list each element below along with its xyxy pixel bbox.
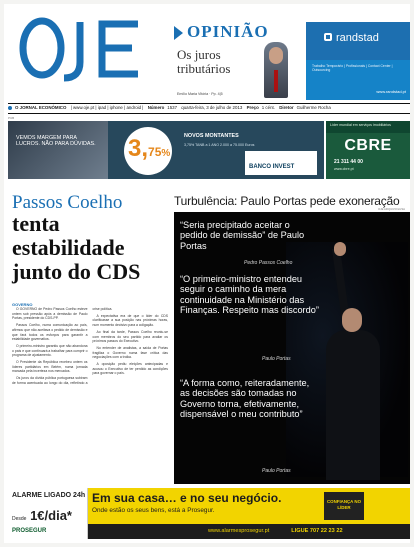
body-paragraph: Os juros da dívida pública portuguesa subiram de forma acentuada ao longo do dia, refletindo a crise política. (12, 307, 113, 385)
lead-kicker[interactable]: Passos Coelho (12, 192, 123, 213)
body-paragraph: Passos Coelho, numa comunicação ao país, afirmou que não aceitava o pedido de demissão e que fará todos os esforços para garantir a estabilidade governativa. (12, 323, 88, 342)
lead-section-tag: GOVERNO (12, 302, 33, 307)
body-paragraph: A oposição pediu eleições antecipadas e acusou o Executivo de ter perdido as condições para governar o país. (92, 362, 168, 376)
play-arrow-icon (174, 26, 183, 40)
body-paragraph: Ao final da tarde, Passos Coelho reuniu-se com membros do seu partido para avaliar os próximos passos do Executivo. (92, 329, 168, 344)
opinion-byline: Emílio Maria Vitória · Pp. 4|5 (177, 92, 223, 96)
cbre-ad[interactable] (326, 121, 410, 179)
ad-heading: NOVOS MONTANTES (184, 133, 239, 139)
quote-3: “A forma como, reiteradamente, as decisões são tomadas no Governo torna, efetivamente, dispensável o meu contributo” (180, 378, 310, 420)
prosegur-offer (8, 488, 88, 539)
opinion-section-title: OPINIÃO (187, 22, 269, 41)
randstad-ad[interactable] (306, 22, 410, 100)
cbre-tagline: Líder mundial em serviços imobiliários (326, 121, 410, 133)
photo-credit: OJE ARQUIVO/LUSA (378, 207, 406, 211)
edition-number: 1537 (167, 105, 178, 110)
prosegur-subline: Onde estão os seus bens, está a Prosegur. (92, 507, 215, 514)
banco-invest-ad-photo[interactable] (8, 121, 108, 179)
feature-title[interactable]: Turbulência: Paulo Portas pede exoneração (174, 194, 400, 208)
edition-price: 1 cént. (261, 105, 275, 110)
oje-logo[interactable] (18, 14, 142, 86)
quote-3-author: Paulo Portas (262, 468, 291, 474)
body-paragraph: O primeiro-ministro garantiu que não abandona o país e que continuará a trabalhar para cumprir o programa de ajustamento. (12, 343, 88, 358)
prosegur-brand: PROSEGUR (12, 528, 47, 534)
opinion-subtitle: Os juros tributários (177, 47, 231, 76)
edition-bar: O JORNAL ECONÓMICO | www.oje.pt | ipad | iphone | android | Número 1537 quarta-feira, 3 de julho de 2013 Preço 1 cént. Diretor Guilherme Rocha (8, 104, 410, 112)
randstad-logo-icon (324, 33, 332, 41)
oje-logo-mark (18, 14, 142, 86)
cbre-logo: CBRE (344, 137, 392, 154)
edition-director: Guilherme Rocha (296, 105, 331, 110)
lead-headline[interactable]: tenta estabilidade junto do CDS (12, 211, 141, 284)
offer-price: Desde 1€/dia* (12, 508, 72, 523)
edition-links[interactable]: | www.oje.pt | ipad | iphone | android | (70, 105, 144, 110)
prosegur-ad[interactable] (8, 488, 410, 539)
quote-1-author: Pedro Passos Coelho (244, 260, 293, 266)
ad-details: 3,75% TANB a 1 ANO 2.000 a 75.000 Euros (184, 143, 255, 147)
banco-invest-logo: BANCO INVEST (245, 151, 317, 175)
randstad-url[interactable]: www.randstad.pt (376, 89, 406, 94)
prosegur-copy (92, 491, 322, 521)
newspaper-front-page (4, 4, 410, 543)
body-paragraph: A expectativa era de que o líder do CDS clarificasse a sua posição nas próximas horas, num momento decisivo para a coligação. (92, 313, 168, 328)
prosegur-contact (88, 524, 410, 539)
body-paragraph: O Presidente da República recebeu ontem os líderes partidários em Belém, numa jornada marcada pela incerteza nos mercados. (12, 360, 88, 374)
offer-product: ALARME LIGADO 24h (12, 492, 86, 499)
quote-2: “O primeiro-ministro entendeu seguir o caminho da mera continuidade na Ministério das Finanças. Respeito mas discordo” (180, 274, 319, 316)
ad-label: PUB (8, 116, 15, 120)
lead-body (12, 307, 168, 474)
quote-2-author: Paulo Portas (262, 356, 291, 362)
prosegur-phone[interactable]: LIGUE 707 22 23 22 (291, 528, 343, 534)
prosegur-url[interactable]: www.alarmesprosegur.pt (208, 528, 270, 534)
edition-date: quarta-feira, 3 de julho de 2013 (181, 105, 243, 110)
body-paragraph: O GOVERNO de Pedro Passos Coelho esteve ontem sob pressão após a demissão de Paulo Portas, presidente do CDS-PP. (12, 307, 88, 321)
columnist-portrait (264, 42, 288, 98)
feature-photo-panel[interactable] (174, 212, 410, 484)
leader-badge: CONFIANÇA NO LÍDER (324, 492, 364, 520)
masthead-rule-bottom (8, 113, 410, 114)
bullet-icon (8, 106, 12, 110)
randstad-brand: randstad (336, 32, 379, 44)
randstad-tagline: Trabalho Temporário | Profissionais | Contact Center | Outsourcing (312, 64, 393, 72)
cbre-url[interactable]: www.cbre.pt (334, 167, 354, 171)
banco-invest-ad[interactable] (108, 121, 324, 179)
rate-value: 3,75% (128, 135, 171, 162)
cbre-phone: 21 311 44 00 (334, 159, 363, 165)
prosegur-headline: Em sua casa… e no seu negócio. (92, 491, 282, 505)
body-paragraph: No entender de analistas, a saída de Portas fragiliza o Governo numa fase crítica das negociações com a troika. (92, 345, 168, 360)
ad-slogan: VEMOS MARGEM PARA LUCROS. NÃO PARA DÚVIDAS. (16, 135, 96, 147)
edition-title: O JORNAL ECONÓMICO (15, 105, 67, 110)
quote-1: “Seria precipitado aceitar o pedido de demissão” de Paulo Portas (180, 220, 305, 251)
